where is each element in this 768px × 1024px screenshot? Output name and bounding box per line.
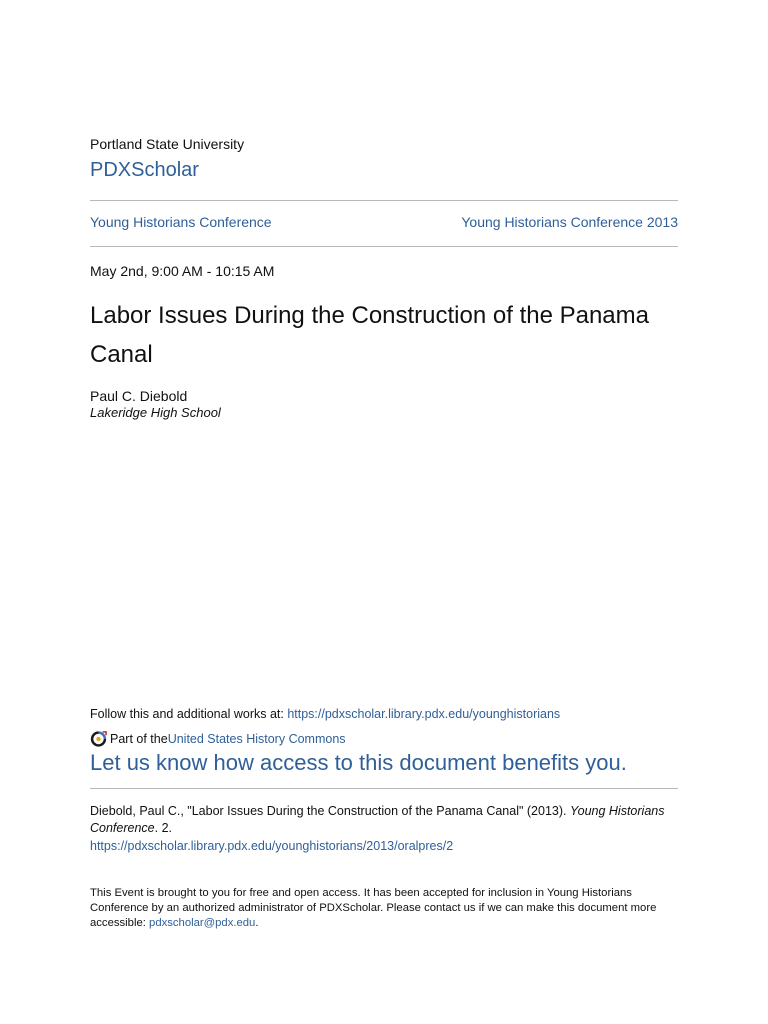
institution-name: Portland State University <box>90 136 245 152</box>
citation-suffix: . 2. <box>154 821 172 835</box>
author-name: Paul C. Diebold <box>90 388 188 404</box>
author-affiliation: Lakeridge High School <box>90 405 221 420</box>
series-link-conference-2013[interactable]: Young Historians Conference 2013 <box>461 214 678 230</box>
access-notice-text: This Event is brought to you for free and open access. It has been accepted for inclusion in Young Historians Conference by an authorized administrator of PDXScholar. Please contact us if we can make this document more accessible: <box>90 887 657 929</box>
follow-text: Follow this and additional works at: <box>90 707 288 721</box>
divider-top <box>90 200 678 201</box>
repository-link[interactable]: PDXScholar <box>90 159 199 181</box>
commons-logo-icon <box>90 730 107 748</box>
citation-body: Diebold, Paul C., "Labor Issues During the Construction of the Panama Canal" (2013). <box>90 804 570 818</box>
divider-citation <box>90 788 678 789</box>
part-of-line <box>90 730 346 748</box>
contact-email-link[interactable]: pdxscholar@pdx.edu <box>149 917 256 929</box>
series-row <box>90 214 678 231</box>
citation-url-link[interactable]: https://pdxscholar.library.pdx.edu/younghistorians/2013/oralpres/2 <box>90 839 454 853</box>
divider-series <box>90 246 678 247</box>
part-of-text: Part of the <box>110 732 168 746</box>
benefit-feedback-link[interactable]: Let us know how access to this document benefits you. <box>90 750 627 775</box>
series-link-conference[interactable]: Young Historians Conference <box>90 214 272 230</box>
citation-text <box>90 803 678 837</box>
event-date: May 2nd, 9:00 AM - 10:15 AM <box>90 263 275 279</box>
follow-url-link[interactable]: https://pdxscholar.library.pdx.edu/younghistorians <box>287 707 561 721</box>
citation-journal: Young Historians Conference <box>90 804 665 835</box>
access-notice <box>90 886 678 931</box>
follow-line <box>90 706 560 722</box>
commons-link[interactable]: United States History Commons <box>167 732 346 746</box>
access-notice-end: . <box>255 917 259 929</box>
event-title: Labor Issues During the Construction of the Panama Canal <box>90 302 649 368</box>
cover-page <box>90 0 678 1024</box>
